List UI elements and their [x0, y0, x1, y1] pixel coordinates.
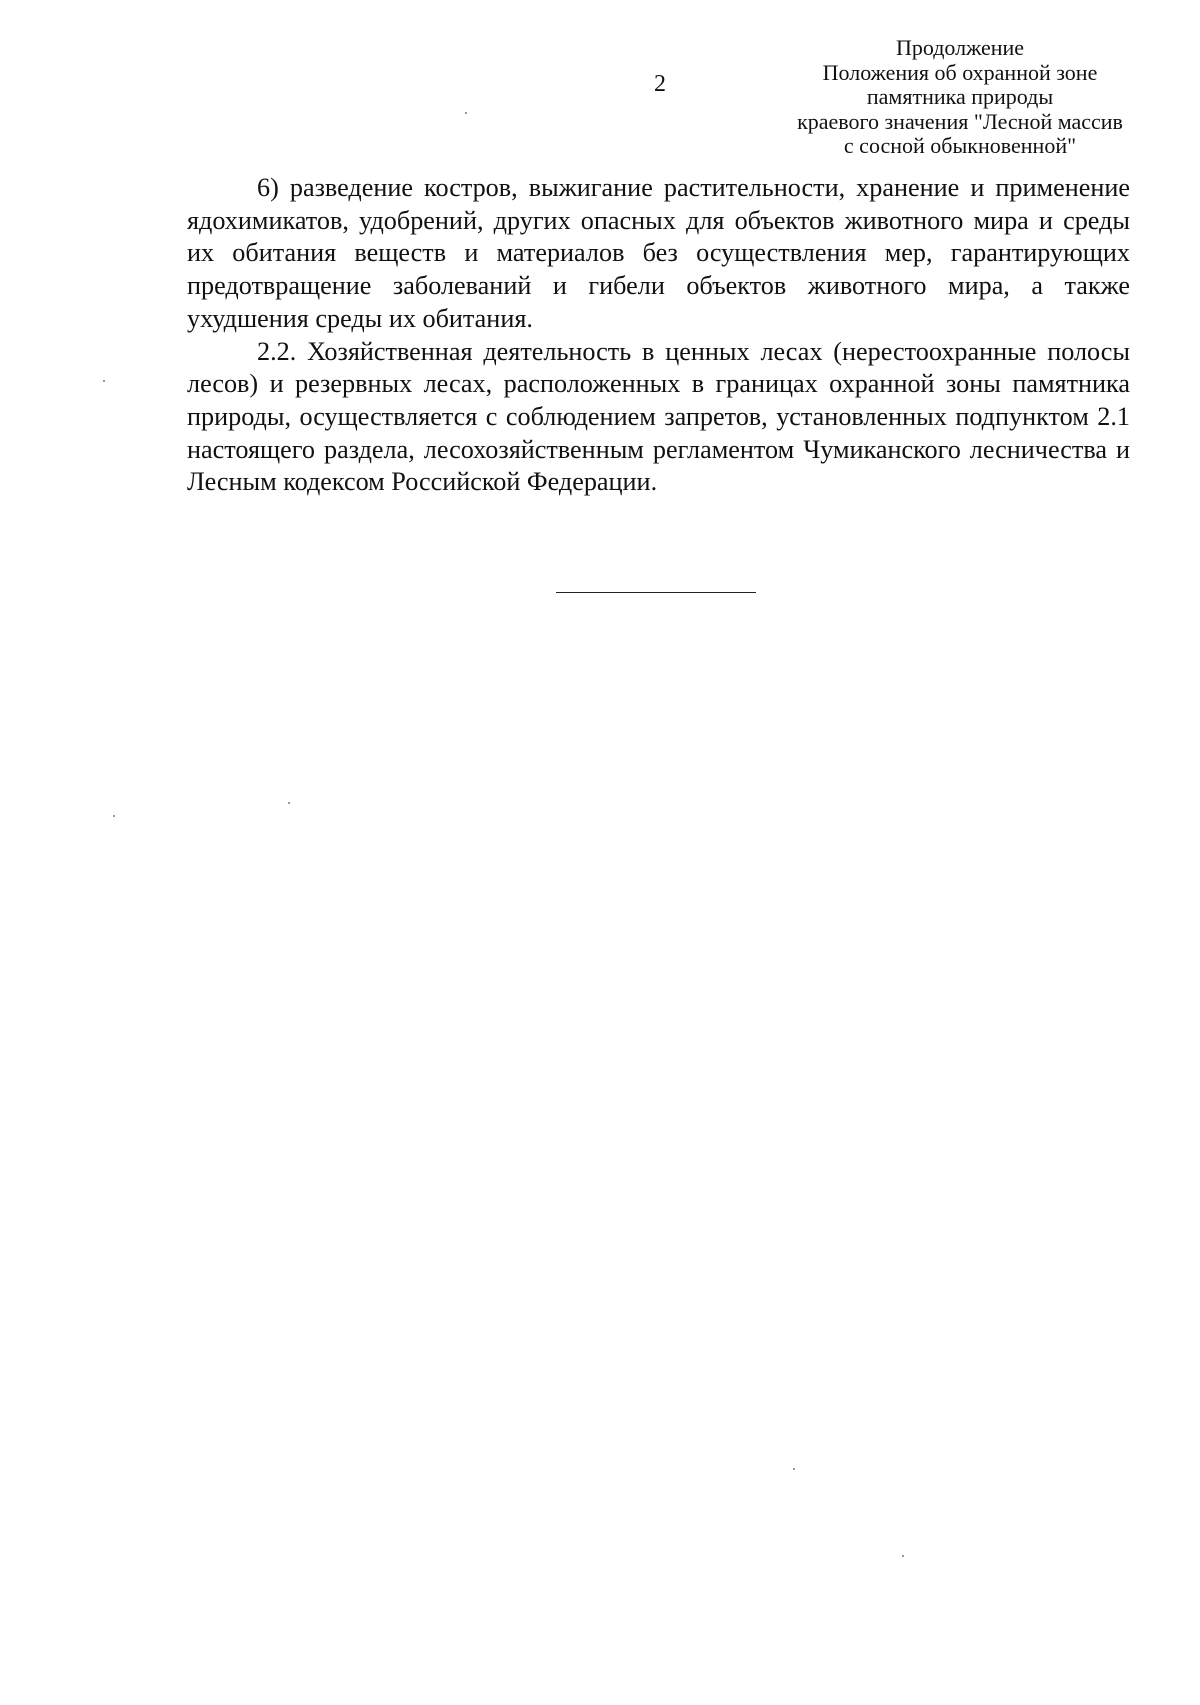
paragraph-2-2: 2.2. Хозяйственная деятельность в ценных лесах (нерестоохранные полосы лесов) и резервных лесах, расположенных в границах охранной зоны памятника природы, осуществляется с соблюдением запретов, установленных подпунктом 2.1 настоящего раздела, лесохозяйственным регламентом Чумиканского лесничества и Лесным кодексом Российской Федерации.	[187, 336, 1130, 497]
continuation-header	[760, 36, 1160, 159]
scan-speck	[113, 815, 115, 817]
scan-speck	[103, 380, 105, 382]
header-line-regulation: Положения об охранной зоне	[822, 59, 1098, 85]
scan-speck	[288, 802, 290, 804]
document-body	[187, 172, 1130, 499]
header-line-pine: с сосной обыкновенной"	[843, 133, 1077, 158]
header-line-monument: памятника природы	[866, 84, 1054, 109]
paragraph-item-6: 6) разведение костров, выжигание растительности, хранение и применение ядохимикатов, удобрений, других опасных для объектов животного мира и среды их обитания веществ и материалов без осуществления мер, гарантирующих предотвращение заболеваний и гибели объектов животного мира, а также ухудшения среды их обитания.	[187, 173, 1130, 333]
scan-speck	[902, 1555, 904, 1557]
scan-speck	[465, 112, 467, 114]
scan-speck	[793, 1468, 795, 1470]
page-number: 2	[654, 71, 666, 97]
end-of-text-rule	[556, 592, 756, 593]
header-line-continuation: Продолжение	[895, 35, 1025, 60]
header-line-significance: краевого значения "Лесной массив	[797, 108, 1123, 134]
